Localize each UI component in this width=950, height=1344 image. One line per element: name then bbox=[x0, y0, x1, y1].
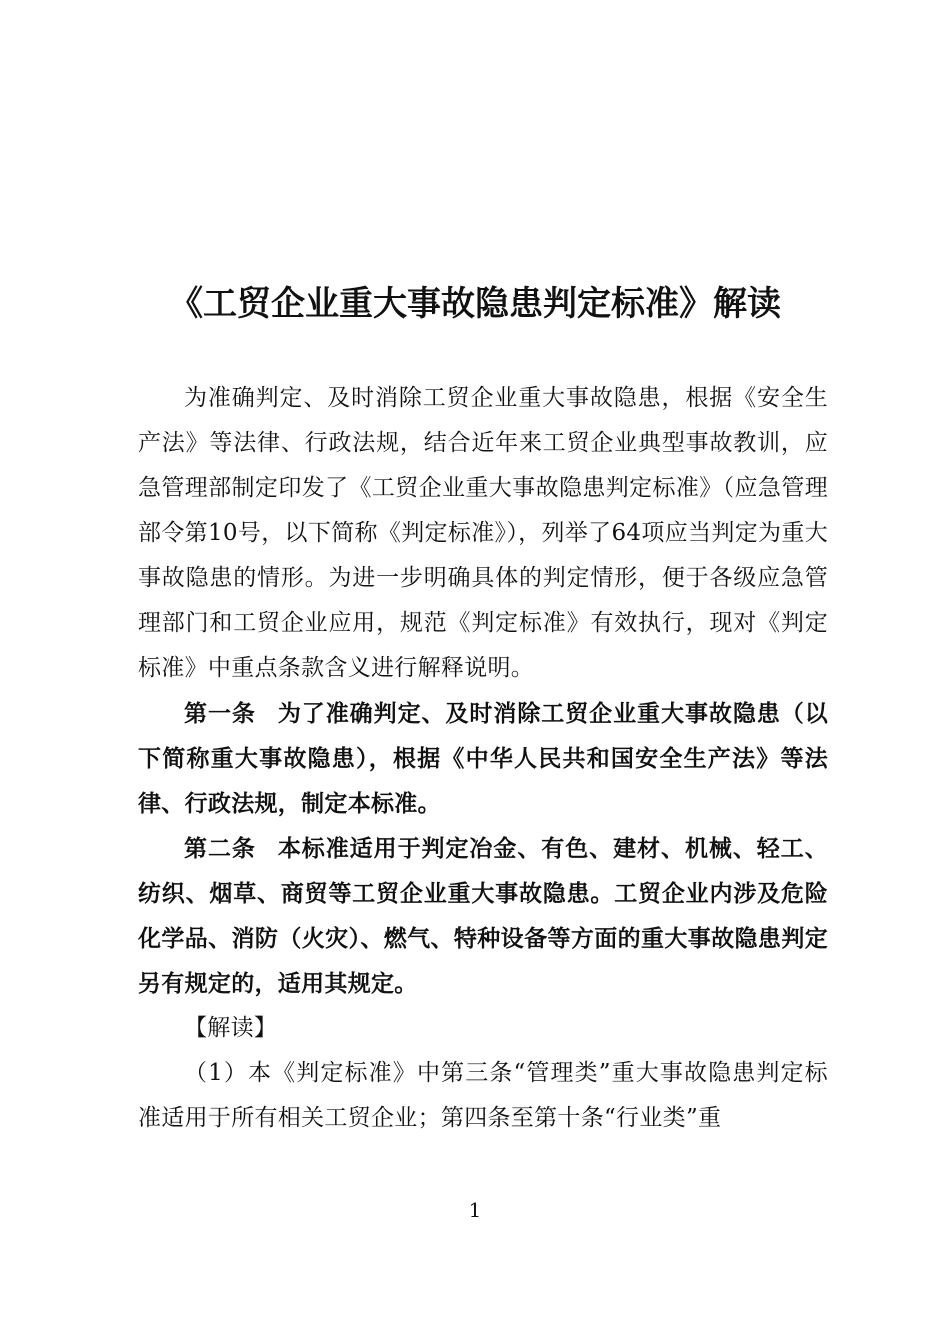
page-number: 1 bbox=[468, 1198, 482, 1222]
article-2-text: 本标准适用于判定冶金、有色、建材、机械、轻工、纺织、烟草、商贸等工贸企业重大事故隐患。工贸企业内涉及危险化学品、消防（火灾）、燃气、特种设备等方面的重大事故隐患判定另有规定的，适用其规定。 bbox=[138, 835, 828, 997]
article-2-paragraph bbox=[138, 826, 828, 1006]
interpretation-paragraph-1: （1）本《判定标准》中第三条“管理类”重大事故隐患判定标准适用于所有相关工贸企业；第四条至第十条“行业类”重 bbox=[138, 1060, 828, 1131]
intro-paragraph: 为准确判定、及时消除工贸企业重大事故隐患，根据《安全生产法》等法律、行政法规，结合近年来工贸企业典型事故教训，应急管理部制定印发了《工贸企业重大事故隐患判定标准》（应急管理部令第10号，以下简称《判定标准》），列举了64项应当判定为重大事故隐患的情形。为进一步明确具体的判定情形，便于各级应急管理部门和工贸企业应用，规范《判定标准》有效执行，现对《判定标准》中重点条款含义进行解释说明。 bbox=[138, 385, 828, 681]
document-body bbox=[138, 376, 828, 1141]
document-title: 《工贸企业重大事故隐患判定标准》解读 bbox=[169, 284, 781, 324]
article-2-label: 第二条 bbox=[184, 835, 256, 862]
article-1-label: 第一条 bbox=[184, 700, 256, 727]
interpretation-heading: 【解读】 bbox=[184, 1015, 278, 1041]
article-1-paragraph bbox=[138, 691, 828, 826]
article-1-text: 为了准确判定、及时消除工贸企业重大事故隐患（以下简称重大事故隐患），根据《中华人民共和国安全生产法》等法律、行政法规，制定本标准。 bbox=[138, 700, 828, 817]
